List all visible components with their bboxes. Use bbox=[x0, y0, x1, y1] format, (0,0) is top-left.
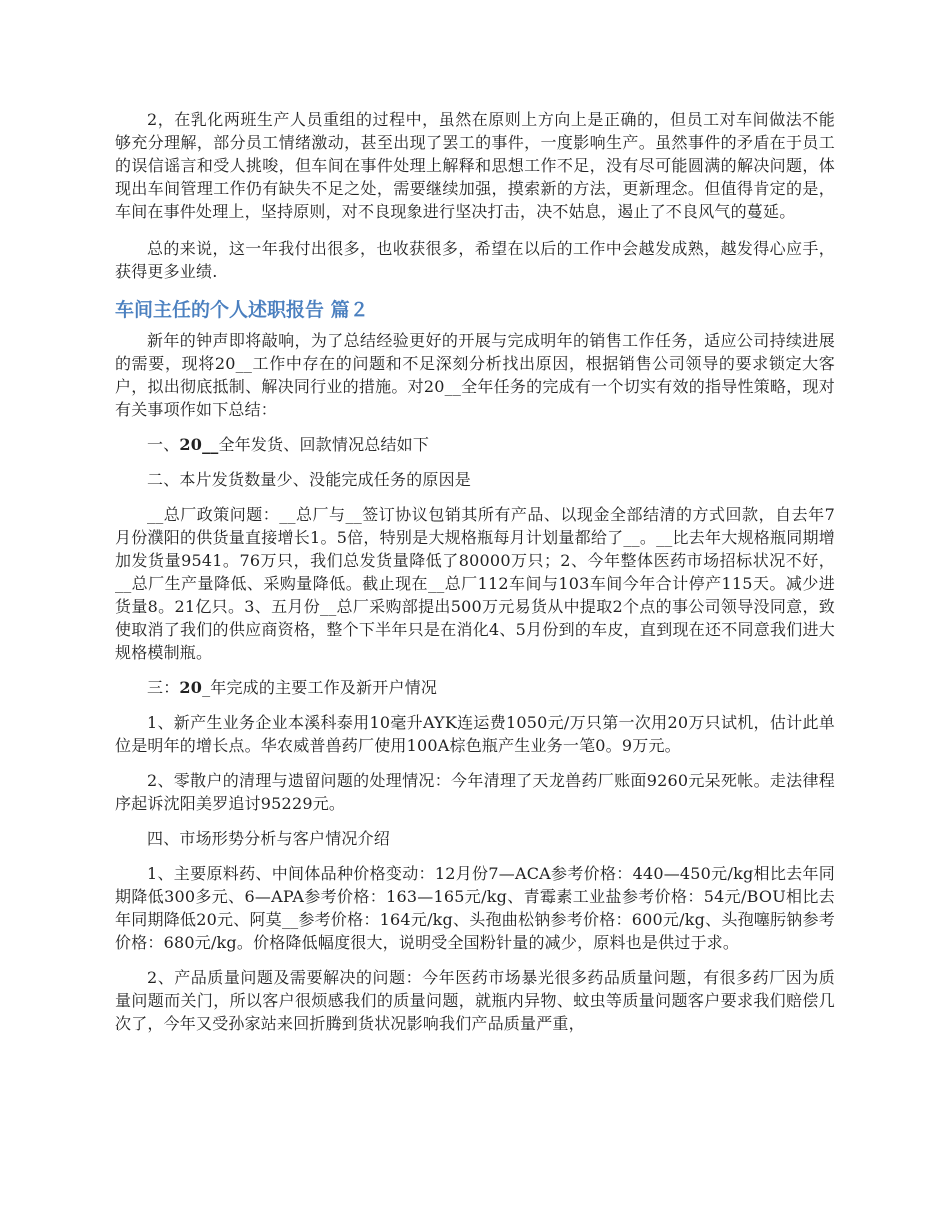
item-1-year: 20__ bbox=[179, 435, 219, 454]
item-heading-4: 四、市场形势分析与客户情况介绍 bbox=[147, 829, 391, 848]
item-3-prefix: 三： bbox=[147, 678, 180, 697]
paragraph-price-changes: 1、主要原料药、中间体品种价格变动：12月份7—ACA参考价格：440—450元/kg相比去年同期降低300多元、6—APA参考价格：163—165元/kg、青霉素工业盐参考价格：54元/BOU相比去年同期降低20元、阿莫__参考价格：164元/kg、头孢曲松钠参考价格：600元/kg、头孢噻肟钠参考价格：680元/kg。价格降低幅度很大，说明受全国粉针量的减少，原料也是供过于求。 bbox=[115, 864, 835, 952]
paragraph-quality-issues: 2、产品质量问题及需要解决的问题：今年医药市场暴光很多药品质量问题，有很多药厂因为质量问题而关门，所以客户很烦感我们的质量问题，就瓶内异物、蚊虫等质量问题客户要求我们赔偿几次了，今年又受孙家站来回折腾到货状况影响我们产品质量严重， bbox=[115, 968, 835, 1033]
paragraph-workshop-incident: 2，在乳化两班生产人员重组的过程中，虽然在原则上方向上是正确的，但员工对车间做法不能够充分理解，部分员工情绪激动，甚至出现了罢工的事件，一度影响生产。虽然事件的矛盾在于员工的误信谣言和受人挑唆，但车间在事件处理上解释和思想工作不足，没有尽可能圆满的解决问题，体现出车间管理工作仍有缺失不足之处，需要继续加强，摸索新的方法，更新理念。但值得肯定的是，车间在事件处理上，坚持原则，对不良现象进行坚决打击，决不姑息，遏止了不良风气的蔓延。 bbox=[115, 110, 835, 221]
item-1-prefix: 一、 bbox=[147, 435, 180, 454]
item-3-year: 20 bbox=[179, 678, 203, 697]
item-3-text: _年完成的主要工作及新开户情况 bbox=[202, 678, 438, 697]
item-heading-1 bbox=[115, 433, 835, 456]
paragraph-intro: 新年的钟声即将敲响，为了总结经验更好的开展与完成明年的销售工作任务，适应公司持续进展的需要，现将20__工作中存在的问题和不足深刻分析找出原因，根据销售公司领导的要求锁定大客户，拟出彻底抵制、解决同行业的措施。对20__全年任务的完成有一个切实有效的指导性策略，现对有关事项作如下总结： bbox=[115, 331, 835, 419]
item-heading-2: 二、本片发货数量少、没能完成任务的原因是 bbox=[147, 470, 472, 489]
paragraph-new-business: 1、新产生业务企业本溪科泰用10毫升AYK连运费1050元/万只第一次用20万只试机，估计此单位是明年的增长点。华农威普兽药厂使用100A棕色瓶产生业务一笔0。9万元。 bbox=[115, 713, 835, 755]
document-page bbox=[115, 108, 835, 1047]
paragraph-summary: 总的来说，这一年我付出很多，也收获很多，希望在以后的工作中会越发成熟，越发得心应手，获得更多业绩. bbox=[115, 239, 835, 281]
item-heading-3 bbox=[115, 676, 835, 699]
item-1-text: 全年发货、回款情况总结如下 bbox=[218, 435, 430, 454]
paragraph-reasons: __总厂政策问题：__总厂与__签订协议包销其所有产品、以现金全部结清的方式回款，自去年7月份濮阳的供货量直接增长1。5倍，特别是大规格瓶每月计划量都给了__。__比去年大规格瓶同期增加发货量9541。76万只，我们总发货量降低了80000万只；2、今年整体医药市场招标状况不好，__总厂生产量降低、采购量降低。截止现在__总厂112车间与103车间今年合计停产115天。减少进货量8。21亿只。3、五月份__总厂采购部提出500万元易货从中提取2个点的事公司领导没同意，致使取消了我们的供应商资格，整个下半年只是在消化4、5月份到的车皮，直到现在还不同意我们进大规格模制瓶。 bbox=[115, 505, 835, 662]
paragraph-cleanup: 2、零散户的清理与遗留问题的处理情况：今年清理了天龙兽药厂账面9260元呆死帐。走法律程序起诉沈阳美罗追讨95229元。 bbox=[115, 771, 835, 813]
section-heading: 车间主任的个人述职报告 篇２ bbox=[115, 299, 369, 321]
